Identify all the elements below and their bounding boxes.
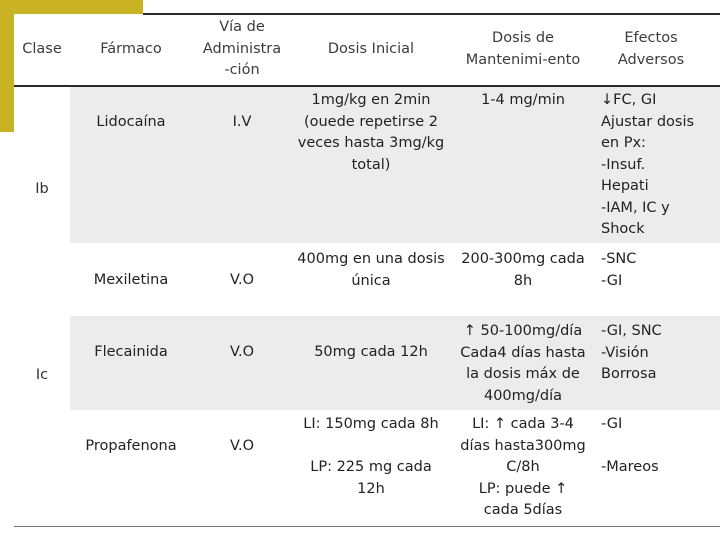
cell-dosis-mantenimiento: ↑ 50-100mg/día Cada4 días hasta la dosis máx de 400mg/día xyxy=(460,323,586,404)
cell-dosis-inicial: 50mg cada 12h xyxy=(314,344,428,361)
cell-dosis-mantenimiento: LI: ↑ cada 3-4 días hasta300mg C/8h LP: puede ↑ cada 5días xyxy=(460,416,586,518)
table-bottom-rule xyxy=(14,526,720,527)
header-dosis-mantenimiento: Dosis de Mantenimi-ento xyxy=(465,30,581,68)
accent-bar-top xyxy=(0,0,143,14)
cell-via: V.O xyxy=(229,438,255,455)
cell-farmaco: Flecainida xyxy=(94,344,168,361)
cell-farmaco: Propafenona xyxy=(85,438,177,455)
cell-via: V.O xyxy=(229,344,255,361)
header-clase: Clase xyxy=(22,40,62,57)
class-label-ic: Ic xyxy=(35,367,49,384)
header-efectos: Efectos Adversos xyxy=(617,30,685,68)
header-dosis-inicial: Dosis Inicial xyxy=(327,40,415,57)
cell-farmaco: Lidocaína xyxy=(96,114,166,131)
cell-dosis-mantenimiento: 1-4 mg/min xyxy=(481,92,565,108)
header-via: Vía de Administra -ción xyxy=(202,19,282,79)
cell-dosis-inicial: 400mg en una dosis única xyxy=(297,251,445,289)
class-label-ib: Ib xyxy=(35,181,49,198)
cell-efectos: -GI, SNC -Visión Borrosa xyxy=(601,323,662,382)
cell-dosis-inicial: LI: 150mg cada 8h LP: 225 mg cada 12h xyxy=(303,416,439,497)
accent-bar-left xyxy=(0,0,14,132)
cell-via: I.V xyxy=(232,114,252,131)
cell-dosis-inicial: 1mg/kg en 2min (ouede repetirse 2 veces hasta 3mg/kg total) xyxy=(297,92,445,173)
cell-via: V.O xyxy=(229,272,255,289)
cell-dosis-mantenimiento: 200-300mg cada 8h xyxy=(461,251,585,289)
header-farmaco: Fármaco xyxy=(100,40,162,57)
cell-farmaco: Mexiletina xyxy=(93,272,169,289)
header-bottom-rule xyxy=(14,85,720,87)
cell-efectos: -GI -Mareos xyxy=(601,416,659,475)
cell-efectos: -SNC -GI xyxy=(601,251,637,289)
cell-efectos: ↓FC, GI Ajustar dosis en Px: -Insuf. Hepati -IAM, IC y Shock xyxy=(601,92,695,237)
